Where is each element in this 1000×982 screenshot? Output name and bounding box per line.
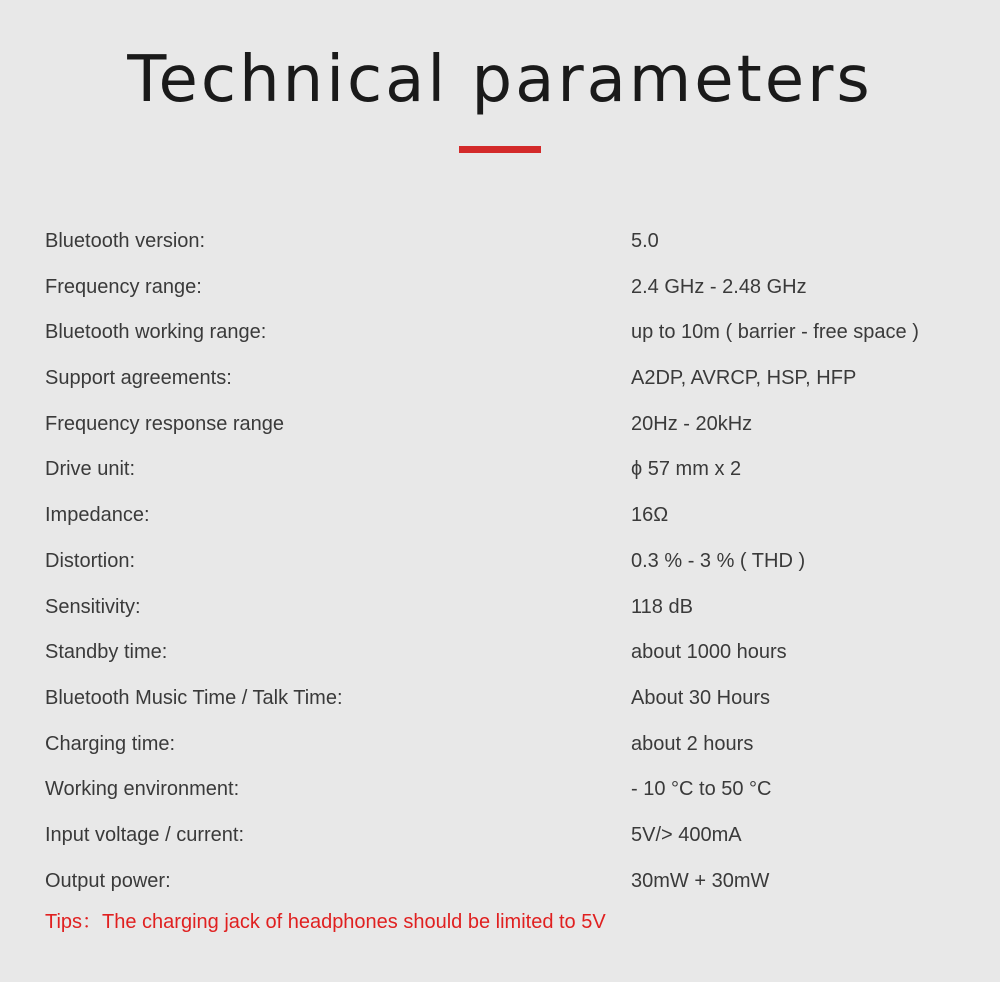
- spec-label: Bluetooth working range:: [45, 321, 267, 344]
- spec-value: 5.0: [631, 230, 659, 252]
- spec-row-bluetooth-version: [45, 219, 965, 265]
- spec-value: 16Ω: [631, 504, 669, 527]
- spec-row-frequency-response: [45, 402, 965, 448]
- spec-value: ϕ 57 mm x 2: [631, 458, 742, 481]
- spec-label: Output power:: [45, 869, 171, 892]
- spec-label: Input voltage / current:: [45, 823, 245, 846]
- spec-value: A2DP, AVRCP, HSP, HFP: [631, 367, 857, 390]
- title-underline: [459, 146, 541, 153]
- spec-value: up to 10m ( barrier - free space ): [631, 321, 919, 344]
- spec-value: 0.3 % - 3 % ( THD ): [631, 549, 806, 572]
- spec-value: 5V/> 400mA: [631, 823, 742, 846]
- spec-value: 20Hz - 20kHz: [631, 412, 753, 435]
- spec-value: 2.4 GHz - 2.48 GHz: [631, 275, 807, 298]
- tips-note: Tips：The charging jack of headphones should be limited to 5V: [45, 911, 606, 933]
- spec-row-music-talk-time: [45, 676, 965, 722]
- spec-label: Impedance:: [45, 504, 150, 527]
- spec-label: Drive unit:: [45, 458, 136, 481]
- spec-label: Bluetooth version:: [45, 230, 206, 252]
- spec-row-output-power: [45, 859, 965, 905]
- spec-row-standby-time: [45, 630, 965, 676]
- spec-row-frequency-range: [45, 265, 965, 311]
- spec-label: Frequency response range: [45, 412, 285, 435]
- spec-row-distortion: [45, 539, 965, 585]
- spec-value: 118 dB: [631, 595, 693, 618]
- spec-list: [45, 219, 965, 904]
- spec-value: 30mW + 30mW: [631, 869, 770, 892]
- spec-label: Frequency range:: [45, 275, 202, 298]
- spec-row-sensitivity: [45, 585, 965, 631]
- spec-label: Working environment:: [45, 778, 240, 801]
- spec-row-impedance: [45, 493, 965, 539]
- spec-row-input-voltage: [45, 813, 965, 859]
- spec-row-charging-time: [45, 722, 965, 768]
- spec-value: about 2 hours: [631, 732, 754, 755]
- spec-label: Charging time:: [45, 732, 176, 755]
- spec-row-working-environment: [45, 767, 965, 813]
- spec-label: Support agreements:: [45, 367, 232, 390]
- spec-value: About 30 Hours: [631, 686, 770, 709]
- spec-label: Standby time:: [45, 641, 168, 664]
- page-title: Technical parameters: [127, 43, 873, 117]
- spec-label: Bluetooth Music Time / Talk Time:: [45, 686, 343, 709]
- spec-value: about 1000 hours: [631, 641, 787, 664]
- spec-label: Sensitivity:: [45, 595, 141, 618]
- spec-row-working-range: [45, 310, 965, 356]
- spec-label: Distortion:: [45, 549, 136, 572]
- spec-value: - 10 °C to 50 °C: [631, 778, 772, 801]
- spec-row-drive-unit: [45, 447, 965, 493]
- spec-row-support-agreements: [45, 356, 965, 402]
